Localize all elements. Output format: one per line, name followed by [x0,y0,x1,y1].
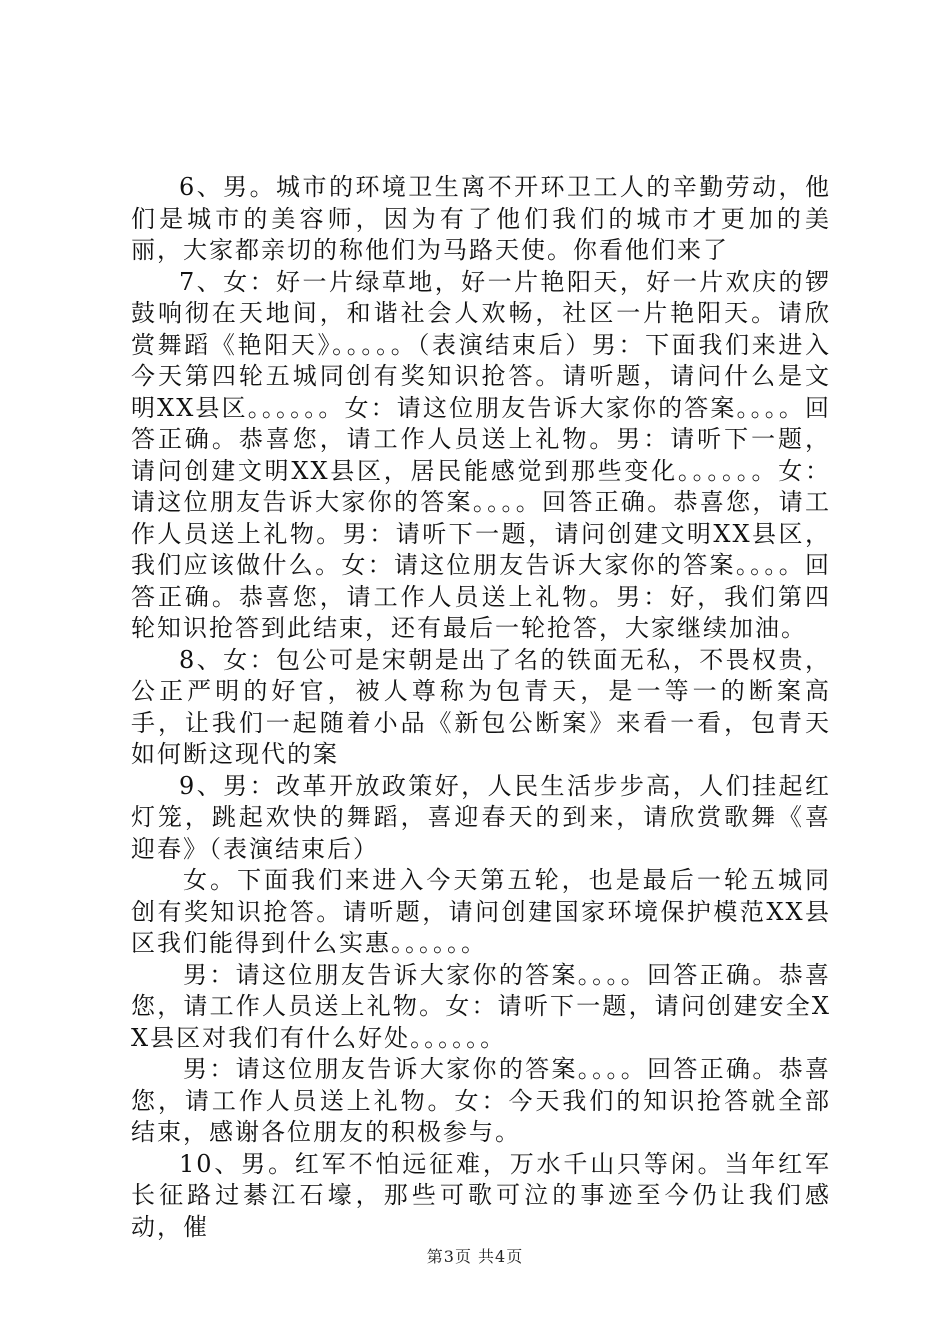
paragraph-9: 9、男：改革开放政策好，人民生活步步高，人们挂起红灯笼，跳起欢快的舞蹈，喜迎春天的到来，请欣赏歌舞《喜迎春》（表演结束后） [131,771,831,863]
paragraph-6: 6、男。城市的环境卫生离不开环卫工人的辛勤劳动，他们是城市的美容师，因为有了他们我们的城市才更加的美丽，大家都亲切的称他们为马路天使。你看他们来了 [131,173,831,264]
paragraph-7: 7、女：好一片绿草地，好一片艳阳天，好一片欢庆的锣鼓响彻在天地间，和谐社会人欢畅，社区一片艳阳天。请欣赏舞蹈《艳阳天》。。。。。（表演结束后）男：下面我们来进入今天第四轮五城同创有奖知识抢答。请听题，请问什么是文明XX县区。。。。。。女：请这位朋友告诉大家你的答案。。。。回答正确。恭喜您，请工作人员送上礼物。男：请听下一题，请问创建文明XX县区，居民能感觉到那些变化。。。。。。女：请这位朋友告诉大家你的答案。。。。回答正确。恭喜您，请工作人员送上礼物。男：请听下一题，请问创建文明XX县区，我们应该做什么。女：请这位朋友告诉大家你的答案。。。。回答正确。恭喜您，请工作人员送上礼物。男：好，我们第四轮知识抢答到此结束，还有最后一轮抢答，大家继续加油。 [131,267,831,642]
paragraph-8: 8、女：包公可是宋朝是出了名的铁面无私，不畏权贵，公正严明的好官，被人尊称为包青天，是一等一的断案高手，让我们一起随着小品《新包公断案》来看一看，包青天如何断这现代的案 [131,645,831,768]
page-footer: 第3页 共4页 [426,1247,524,1266]
paragraph-answer-1: 男：请这位朋友告诉大家你的答案。。。。回答正确。恭喜您，请工作人员送上礼物。女：请听下一题，请问创建安全XX县区对我们有什么好处。。。。。。 [131,960,831,1052]
paragraph-10: 10、男。红军不怕远征难，万水千山只等闲。当年红军长征路过綦江石壕，那些可歌可泣的事迹至今仍让我们感动，催 [131,1149,831,1241]
paragraph-answer-2: 男：请这位朋友告诉大家你的答案。。。。回答正确。恭喜您，请工作人员送上礼物。女：今天我们的知识抢答就全部结束，感谢各位朋友的积极参与。 [131,1055,831,1146]
paragraph-round-five: 女。下面我们来进入今天第五轮，也是最后一轮五城同创有奖知识抢答。请听题，请问创建国家环境保护模范XX县区我们能得到什么实惠。。。。。。 [131,866,831,957]
document-body [131,172,831,1243]
